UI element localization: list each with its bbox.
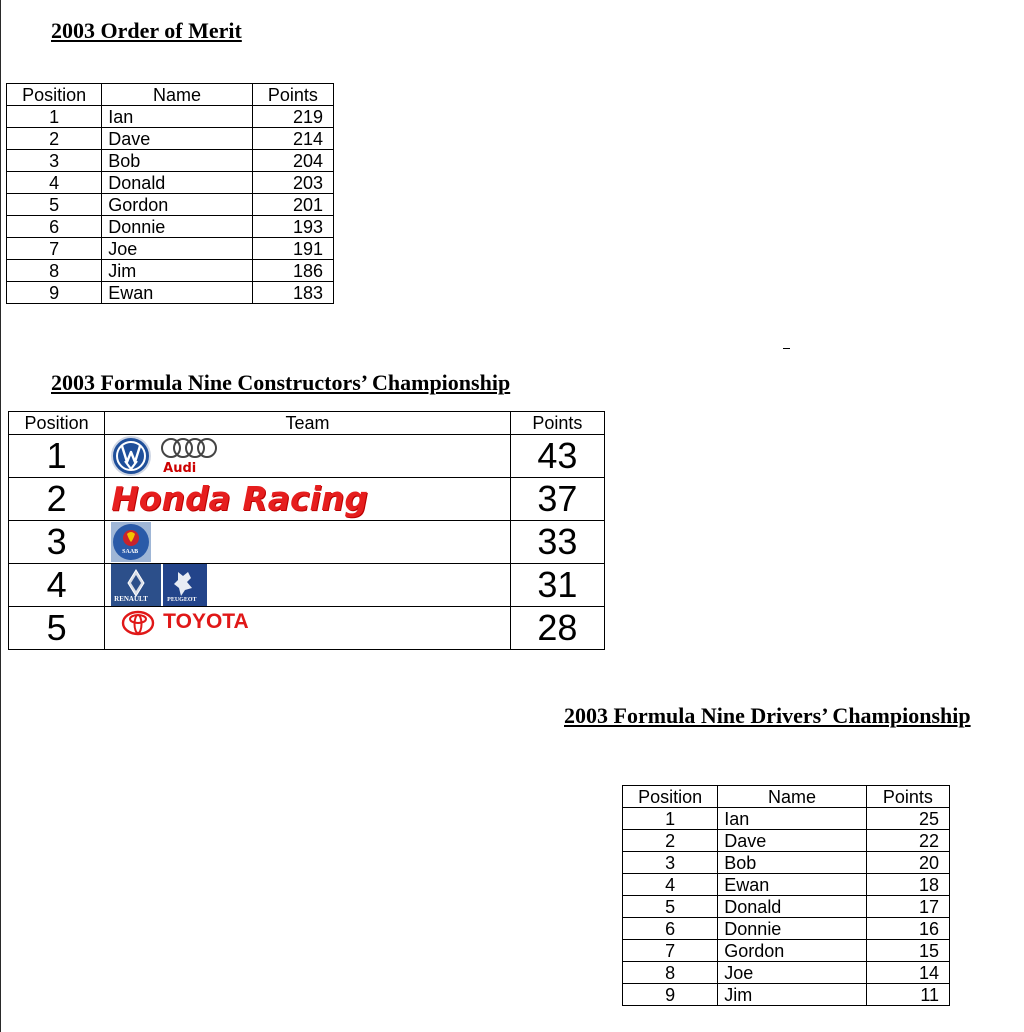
position-cell: 1 <box>7 106 102 128</box>
name-cell: Ewan <box>102 282 252 304</box>
saab-icon <box>111 522 151 562</box>
table-row <box>623 808 950 830</box>
name-cell: Gordon <box>102 194 252 216</box>
constructors-table <box>8 411 605 650</box>
position-cell: 2 <box>623 830 718 852</box>
points-cell: 25 <box>866 808 949 830</box>
table-row <box>7 128 334 150</box>
name-cell: Bob <box>718 852 866 874</box>
table-row <box>7 150 334 172</box>
points-cell: 20 <box>866 852 949 874</box>
column-header-position: Position <box>7 84 102 106</box>
constructors-title: 2003 Formula Nine Constructors’ Championship <box>51 370 511 395</box>
points-cell: 37 <box>510 478 604 521</box>
toyota-emblem-icon <box>121 610 155 636</box>
name-cell: Bob <box>102 150 252 172</box>
audi-wordmark: Audi <box>163 461 197 476</box>
position-cell: 3 <box>7 150 102 172</box>
column-header-position: Position <box>623 786 718 808</box>
table-row <box>623 984 950 1006</box>
column-header-points: Points <box>866 786 949 808</box>
position-cell: 5 <box>9 607 105 650</box>
points-cell: 14 <box>866 962 949 984</box>
vw-audi-logo <box>111 435 231 477</box>
table-row <box>623 918 950 940</box>
table-header-row <box>7 84 334 106</box>
position-cell: 8 <box>7 260 102 282</box>
position-cell: 2 <box>7 128 102 150</box>
column-header-position: Position <box>9 412 105 435</box>
table-row <box>623 874 950 896</box>
position-cell: 2 <box>9 478 105 521</box>
position-cell: 4 <box>7 172 102 194</box>
team-cell <box>105 435 511 478</box>
table-row <box>7 260 334 282</box>
table-row <box>7 282 334 304</box>
table-header-row <box>623 786 950 808</box>
points-cell: 16 <box>866 918 949 940</box>
saab-wordmark: SAAB <box>122 549 139 555</box>
table-row <box>7 106 334 128</box>
position-cell: 4 <box>623 874 718 896</box>
team-cell <box>105 607 511 650</box>
table-row <box>9 607 605 650</box>
column-header-name: Name <box>102 84 252 106</box>
name-cell: Donald <box>718 896 866 918</box>
points-cell: 15 <box>866 940 949 962</box>
table-row <box>623 852 950 874</box>
toyota-logo <box>111 610 510 646</box>
name-cell: Gordon <box>718 940 866 962</box>
points-cell: 203 <box>252 172 333 194</box>
position-cell: 9 <box>7 282 102 304</box>
order-of-merit-table <box>6 83 334 304</box>
points-cell: 31 <box>510 564 604 607</box>
points-cell: 22 <box>866 830 949 852</box>
drivers-title: 2003 Formula Nine Drivers’ Championship <box>564 703 971 728</box>
drivers-table <box>622 785 950 1006</box>
table-row <box>9 521 605 564</box>
points-cell: 193 <box>252 216 333 238</box>
position-cell: 6 <box>7 216 102 238</box>
table-row <box>623 896 950 918</box>
points-cell: 33 <box>510 521 604 564</box>
table-row <box>9 435 605 478</box>
position-cell: 1 <box>9 435 105 478</box>
points-cell: 43 <box>510 435 604 478</box>
name-cell: Dave <box>718 830 866 852</box>
points-cell: 204 <box>252 150 333 172</box>
points-cell: 214 <box>252 128 333 150</box>
name-cell: Donald <box>102 172 252 194</box>
name-cell: Donnie <box>102 216 252 238</box>
renault-peugeot-logo <box>111 564 207 606</box>
name-cell: Ewan <box>718 874 866 896</box>
position-cell: 4 <box>9 564 105 607</box>
column-header-points: Points <box>510 412 604 435</box>
name-cell: Ian <box>102 106 252 128</box>
position-cell: 6 <box>623 918 718 940</box>
name-cell: Ian <box>718 808 866 830</box>
peugeot-wordmark: PEUGEOT <box>167 597 197 603</box>
honda-racing-logo: Honda Racing <box>111 479 368 518</box>
position-cell: 8 <box>623 962 718 984</box>
name-cell: Joe <box>102 238 252 260</box>
position-cell: 7 <box>7 238 102 260</box>
left-edge-rule <box>0 0 1 1032</box>
team-cell <box>105 564 511 607</box>
name-cell: Joe <box>718 962 866 984</box>
points-cell: 11 <box>866 984 949 1006</box>
position-cell: 3 <box>623 852 718 874</box>
name-cell: Dave <box>102 128 252 150</box>
table-row <box>7 238 334 260</box>
stray-underline-mark <box>783 348 790 349</box>
points-cell: 219 <box>252 106 333 128</box>
table-row <box>7 216 334 238</box>
table-row <box>9 478 605 521</box>
name-cell: Donnie <box>718 918 866 940</box>
toyota-wordmark: TOYOTA <box>163 610 249 633</box>
points-cell: 186 <box>252 260 333 282</box>
table-header-row <box>9 412 605 435</box>
name-cell: Jim <box>102 260 252 282</box>
points-cell: 18 <box>866 874 949 896</box>
points-cell: 183 <box>252 282 333 304</box>
table-row <box>623 830 950 852</box>
points-cell: 201 <box>252 194 333 216</box>
order-of-merit-title: 2003 Order of Merit <box>51 18 242 43</box>
table-row <box>7 194 334 216</box>
points-cell: 28 <box>510 607 604 650</box>
points-cell: 17 <box>866 896 949 918</box>
table-row <box>9 564 605 607</box>
table-row <box>623 962 950 984</box>
team-cell <box>105 521 511 564</box>
position-cell: 5 <box>623 896 718 918</box>
position-cell: 5 <box>7 194 102 216</box>
column-header-team: Team <box>105 412 511 435</box>
table-row <box>7 172 334 194</box>
points-cell: 191 <box>252 238 333 260</box>
table-row <box>623 940 950 962</box>
name-cell: Jim <box>718 984 866 1006</box>
position-cell: 7 <box>623 940 718 962</box>
position-cell: 3 <box>9 521 105 564</box>
position-cell: 1 <box>623 808 718 830</box>
column-header-name: Name <box>718 786 866 808</box>
renault-wordmark: RENAULT <box>114 595 148 603</box>
column-header-points: Points <box>252 84 333 106</box>
position-cell: 9 <box>623 984 718 1006</box>
saab-logo <box>111 522 151 562</box>
team-cell <box>105 478 511 521</box>
